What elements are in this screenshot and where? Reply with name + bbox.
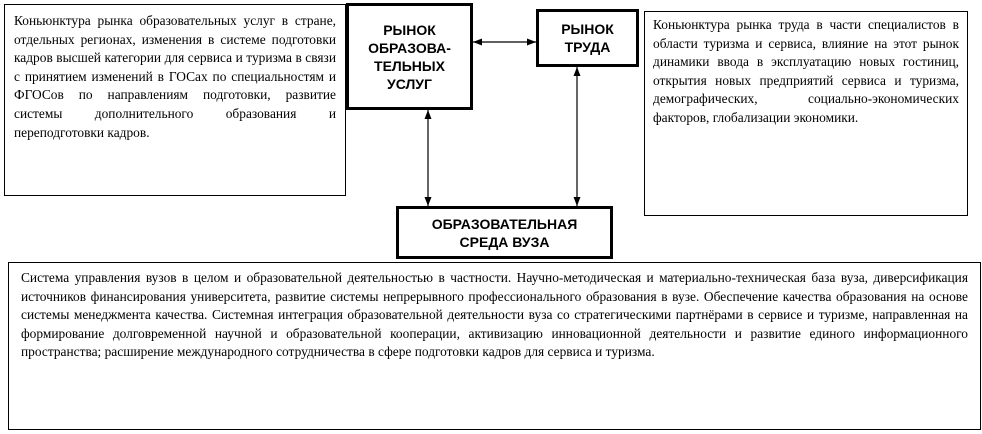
education-market-note: Коньюнктура рынка образовательных услуг в стране, отдельных регионах, изменения в системе подготовки кадров высшей категории для сервиса и туризма в связи с принятием изменений в ГОСах по специальностям и ФГОСов по направлениям подготовки, развитие системы дополнительного образования и переподготовки кадров. <box>4 4 346 196</box>
labor-market-node: РЫНОК ТРУДА <box>536 9 639 67</box>
education-market-node: РЫНОК ОБРАЗОВА- ТЕЛЬНЫХ УСЛУГ <box>346 3 473 110</box>
university-environment-note: Система управления вузов в целом и образовательной деятельностью в частности. Научно-методическая и материально-техническая база вуза, диверсификация источников финансирования университета, развитие системы непрерывного профессионального образования в вузе. Обеспечение качества образования на основе системы менеджмента качества. Системная интеграция образовательной деятельности вуза со стратегическими партнёрами в сервисе и туризме, направленная на формирование долговременной научной и образовательной кооперации, активизацию инновационной деятельности и развитие единого информационного пространства; расширение международного сотрудничества в сфере подготовки кадров для сервиса и туризма. <box>8 262 981 430</box>
university-environment-node: ОБРАЗОВАТЕЛЬНАЯ СРЕДА ВУЗА <box>396 206 613 259</box>
labor-market-note: Коньюнктура рынка труда в части специалистов в области туризма и сервиса, влияние на этот рынок динамики ввода в эксплуатацию новых гостиниц, открытия новых предприятий сервиса и туризма, демографических, социально-экономических факторов, глобализации экономики. <box>644 11 968 216</box>
